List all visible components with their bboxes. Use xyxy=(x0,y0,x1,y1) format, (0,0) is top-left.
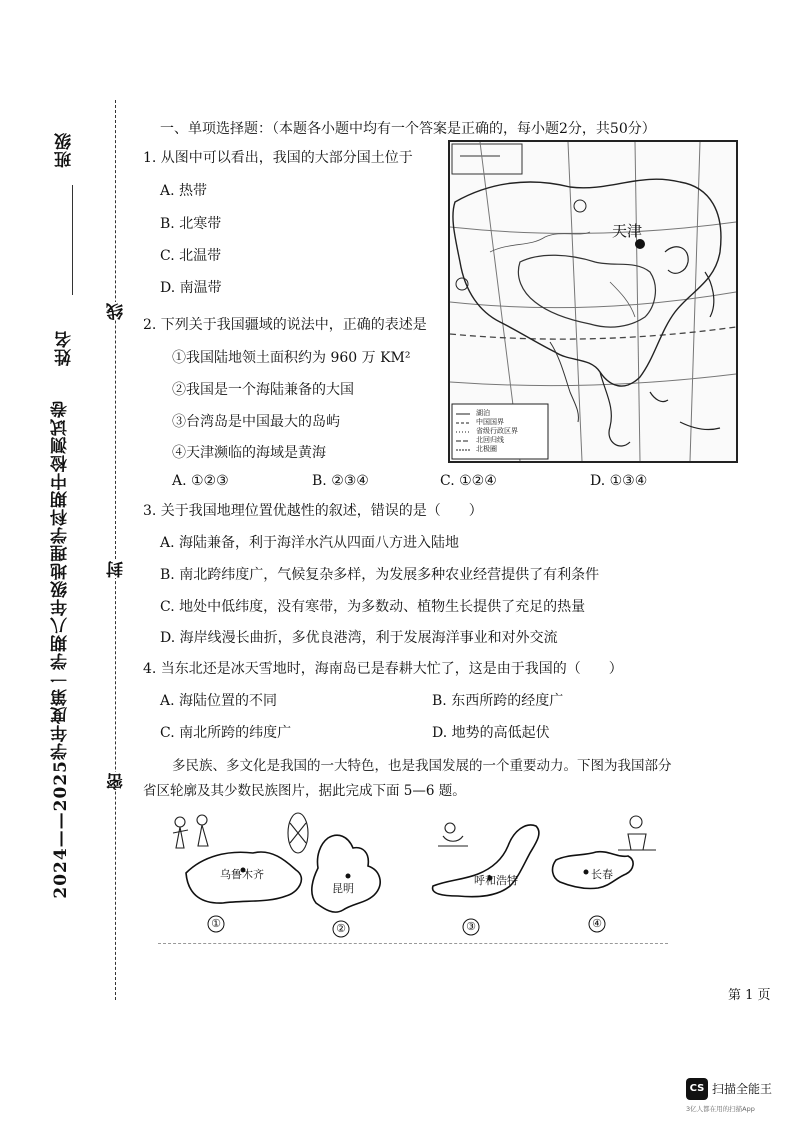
legend-item-4: 北回归线 xyxy=(476,436,504,444)
q2-option-b[interactable]: B. ②③④ xyxy=(312,473,369,489)
q4-stem: 4. 当东北还是冰天雪地时，海南岛已是春耕大忙了，这是由于我国的（ ） xyxy=(143,661,623,677)
q3-option-b[interactable]: B. 南北跨纬度广，气候复杂多样，为发展多种农业经营提供了有利条件 xyxy=(160,567,600,583)
province-1-num: ① xyxy=(211,917,221,930)
legend-item-3: 省级行政区界 xyxy=(476,427,518,435)
q2-option-c[interactable]: C. ①②④ xyxy=(440,473,497,489)
line-label: 线 xyxy=(104,302,129,320)
q2-item-1: ①我国陆地领土面积约为 960 万 KM² xyxy=(172,350,411,366)
legend-item-1: 湖泊 xyxy=(476,409,490,417)
binding-line xyxy=(115,100,116,1000)
asia-map xyxy=(448,140,738,463)
q4-option-d[interactable]: D. 地势的高低起伏 xyxy=(432,725,550,741)
province-2-num: ② xyxy=(336,922,346,935)
app-name: 扫描全能王 xyxy=(712,1082,773,1096)
q4-option-c[interactable]: C. 南北所跨的纬度广 xyxy=(160,725,292,741)
exam-title: 2024——2025学年度第一学期八年级地理学科期中检测试卷 xyxy=(51,400,71,899)
q4-option-a[interactable]: A. 海陆位置的不同 xyxy=(160,693,278,709)
province-1-city: 乌鲁木齐 xyxy=(220,868,264,881)
seal-label: 封 xyxy=(104,560,129,578)
tianjin-label: 天津 xyxy=(612,222,643,240)
q2-stem: 2. 下列关于我国疆域的说法中，正确的表述是 xyxy=(143,317,427,333)
app-logo: CS xyxy=(686,1078,708,1100)
q2-item-3: ③台湾岛是中国最大的岛屿 xyxy=(172,414,340,430)
q3-option-d[interactable]: D. 海岸线漫长曲折，多优良港湾，利于发展海洋事业和对外交流 xyxy=(160,630,558,646)
province-2-city: 昆明 xyxy=(332,882,354,895)
province-4-city: 长春 xyxy=(591,868,613,881)
q2-item-2: ②我国是一个海陆兼备的大国 xyxy=(172,382,354,398)
q1-stem: 1. 从图中可以看出，我国的大部分国土位于 xyxy=(143,150,413,166)
q2-option-d[interactable]: D. ①③④ xyxy=(590,473,648,489)
asia-map-drawing xyxy=(450,142,736,461)
passage-line-2: 省区轮廓及其少数民族图片，据此完成下面 5—6 题。 xyxy=(143,783,466,799)
q3-stem: 3. 关于我国地理位置优越性的叙述，错误的是（ ） xyxy=(143,503,483,519)
province-3-city: 呼和浩特 xyxy=(474,874,518,887)
q3-option-c[interactable]: C. 地处中低纬度，没有寒带，为多数动、植物生长提供了充足的热量 xyxy=(160,599,586,615)
province-4-num: ④ xyxy=(592,917,602,930)
q1-option-a[interactable]: A. 热带 xyxy=(160,183,208,199)
province-3-num: ③ xyxy=(466,920,476,933)
name-label: 姓名 xyxy=(55,330,75,366)
q1-option-d[interactable]: D. 南温带 xyxy=(160,280,222,296)
passage-line-1: 多民族、多文化是我国的一大特色，也是我国发展的一个重要动力。下图为我国部分 xyxy=(172,758,672,774)
secret-label: 密 xyxy=(104,772,129,790)
q1-option-b[interactable]: B. 北寒带 xyxy=(160,216,222,232)
app-tagline: 3亿人都在用的扫描App xyxy=(686,1105,755,1113)
q3-option-a[interactable]: A. 海陆兼备，利于海洋水汽从四面八方进入陆地 xyxy=(160,535,460,551)
class-name-line xyxy=(72,185,73,295)
q4-option-b[interactable]: B. 东西所跨的经度广 xyxy=(432,693,564,709)
page-number: 第 1 页 xyxy=(728,988,771,1003)
q2-item-4: ④天津濒临的海域是黄海 xyxy=(172,445,326,461)
legend-item-2: 中国国界 xyxy=(476,418,504,426)
class-label: 班级 xyxy=(55,132,75,168)
q1-option-c[interactable]: C. 北温带 xyxy=(160,248,222,264)
province-figure xyxy=(158,808,668,944)
section-heading: 一、单项选择题：（本题各小题中均有一个答案是正确的，每小题2分，共50分） xyxy=(160,121,656,137)
q2-option-a[interactable]: A. ①②③ xyxy=(172,473,229,489)
legend-item-5: 北极圈 xyxy=(476,445,497,453)
